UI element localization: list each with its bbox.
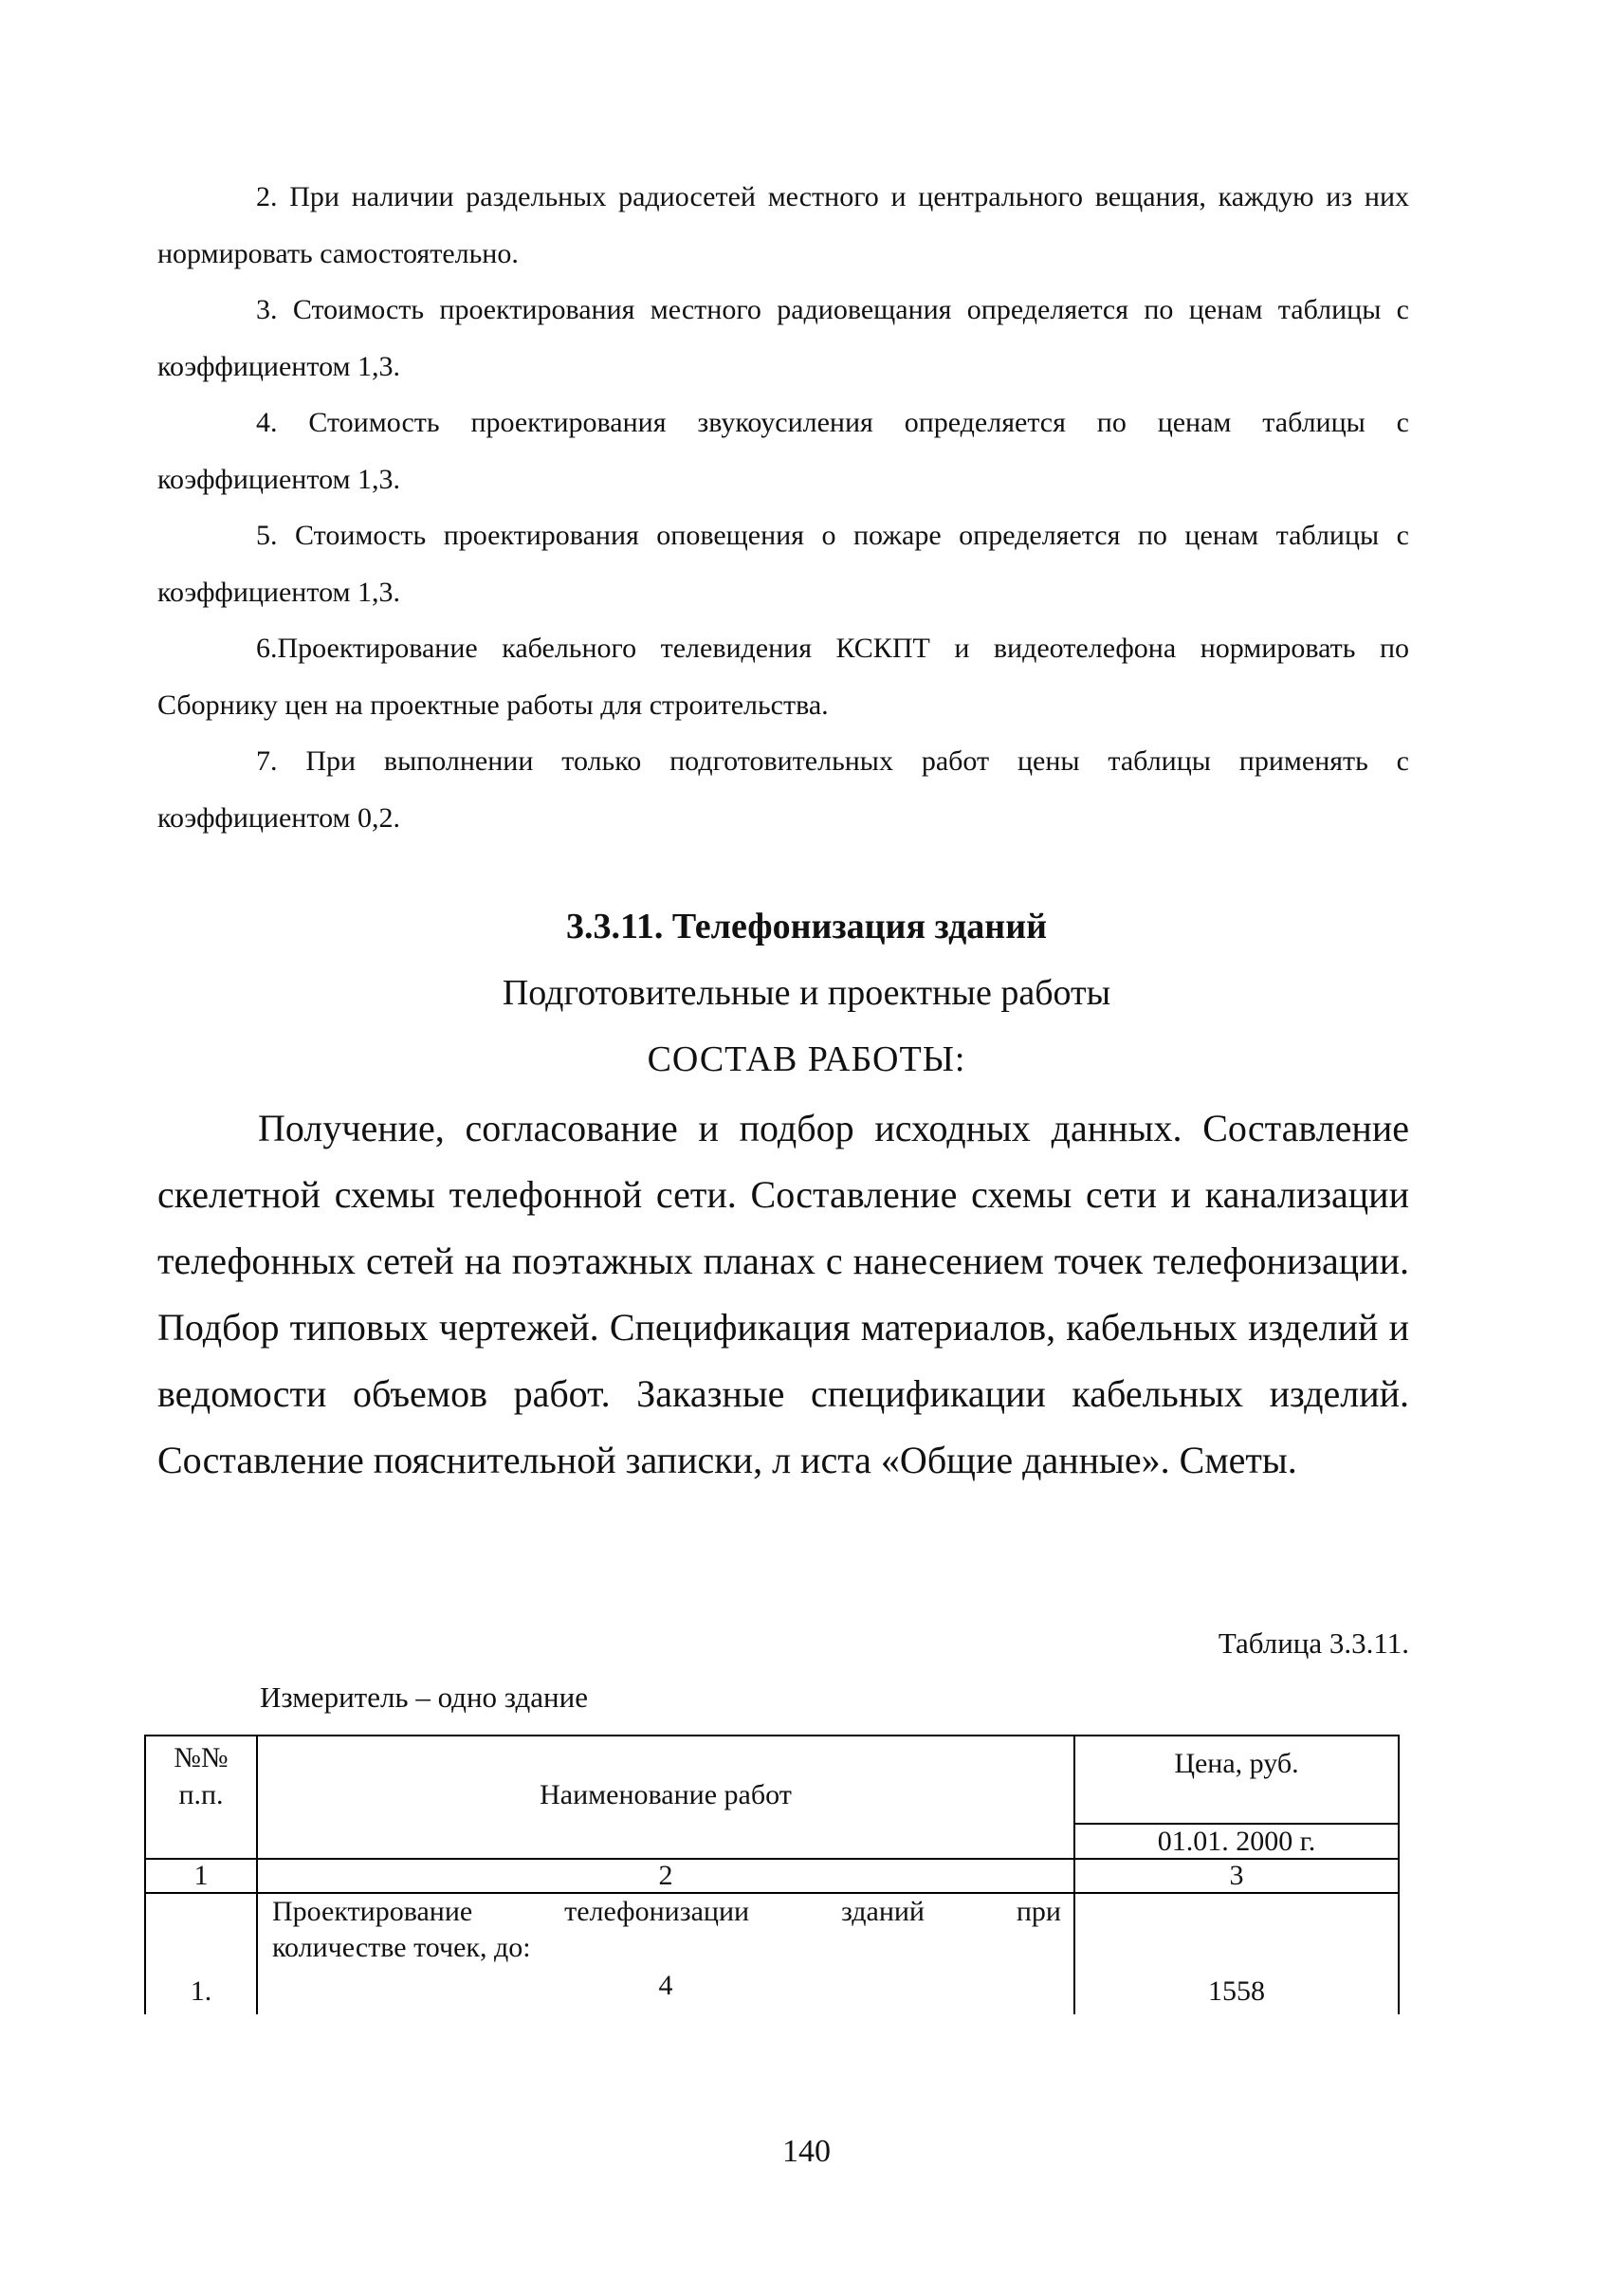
note-4: 4. Стоимость проектирования звукоусиления определяется по ценам таблицы с коэффициентом 1,3. [157, 407, 1409, 495]
note-2: 2. При наличии раздельных радиосетей местного и центрального вещания, каждую из них нормировать самостоятельно. [157, 181, 1409, 269]
header-price: Цена, руб. [1174, 1748, 1299, 1779]
note-6: 6.Проектирование кабельного телевидения КСКПТ и видеотелефона нормировать по Сборнику цен на проектные работы для строительства. [157, 633, 1409, 721]
price-table [144, 1735, 1400, 2014]
row-name-line2: количестве точек, до: [272, 1932, 531, 1963]
note-3: 3. Стоимость проектирования местного радиовещания определяется по ценам таблицы с коэффициентом 1,3. [157, 294, 1409, 382]
header-name: Наименование работ [540, 1779, 792, 1810]
header-num-line1: №№ [174, 1742, 229, 1773]
section-title: 3.3.11. Телефонизация зданий [565, 907, 1047, 946]
page-number: 140 [782, 2134, 831, 2169]
row-points: 4 [658, 1970, 673, 2001]
note-7: 7. При выполнении только подготовительных работ цены таблицы применять с коэффициентом 0,2. [157, 745, 1409, 834]
section-subtitle: Подготовительные и проектные работы [502, 973, 1111, 1013]
composition-heading: СОСТАВ РАБОТЫ: [647, 1039, 966, 1079]
row-name-line1: Проектирование телефонизации зданий при [272, 1896, 1061, 1927]
composition-text: Получение, согласование и подбор исходных данных. Составление скелетной схемы телефонной сети. Составление схемы сети и канализации телефонных сетей на поэтажных планах с нанесением точек телефонизации. Подбор типовых чертежей. Спецификация материалов, кабельных изделий и ведомости объемов работ. Заказные спецификации кабельных изделий. Составление пояснительной записки, л иста «Общие данные». Сметы. [157, 1107, 1409, 1481]
header-price-date: 01.01. 2000 г. [1157, 1826, 1316, 1857]
col-number-1: 1 [193, 1860, 209, 1891]
table-rule [1073, 1823, 1400, 1825]
table-rule [1398, 1735, 1400, 2014]
table-meter: Измеритель – одно здание [260, 1681, 588, 1714]
table-rule [144, 1735, 1400, 1736]
row-num: 1. [190, 1975, 212, 2007]
note-5: 5. Стоимость проектирования оповещения о пожаре определяется по ценам таблицы с коэффициентом 1,3. [157, 520, 1409, 608]
table-rule [144, 1892, 1400, 1894]
table-caption: Таблица 3.3.11. [1218, 1626, 1409, 1660]
col-number-2: 2 [658, 1860, 673, 1891]
col-number-3: 3 [1229, 1860, 1244, 1891]
row-price: 1558 [1208, 1975, 1265, 2007]
header-num-line2: п.п. [178, 1779, 224, 1810]
